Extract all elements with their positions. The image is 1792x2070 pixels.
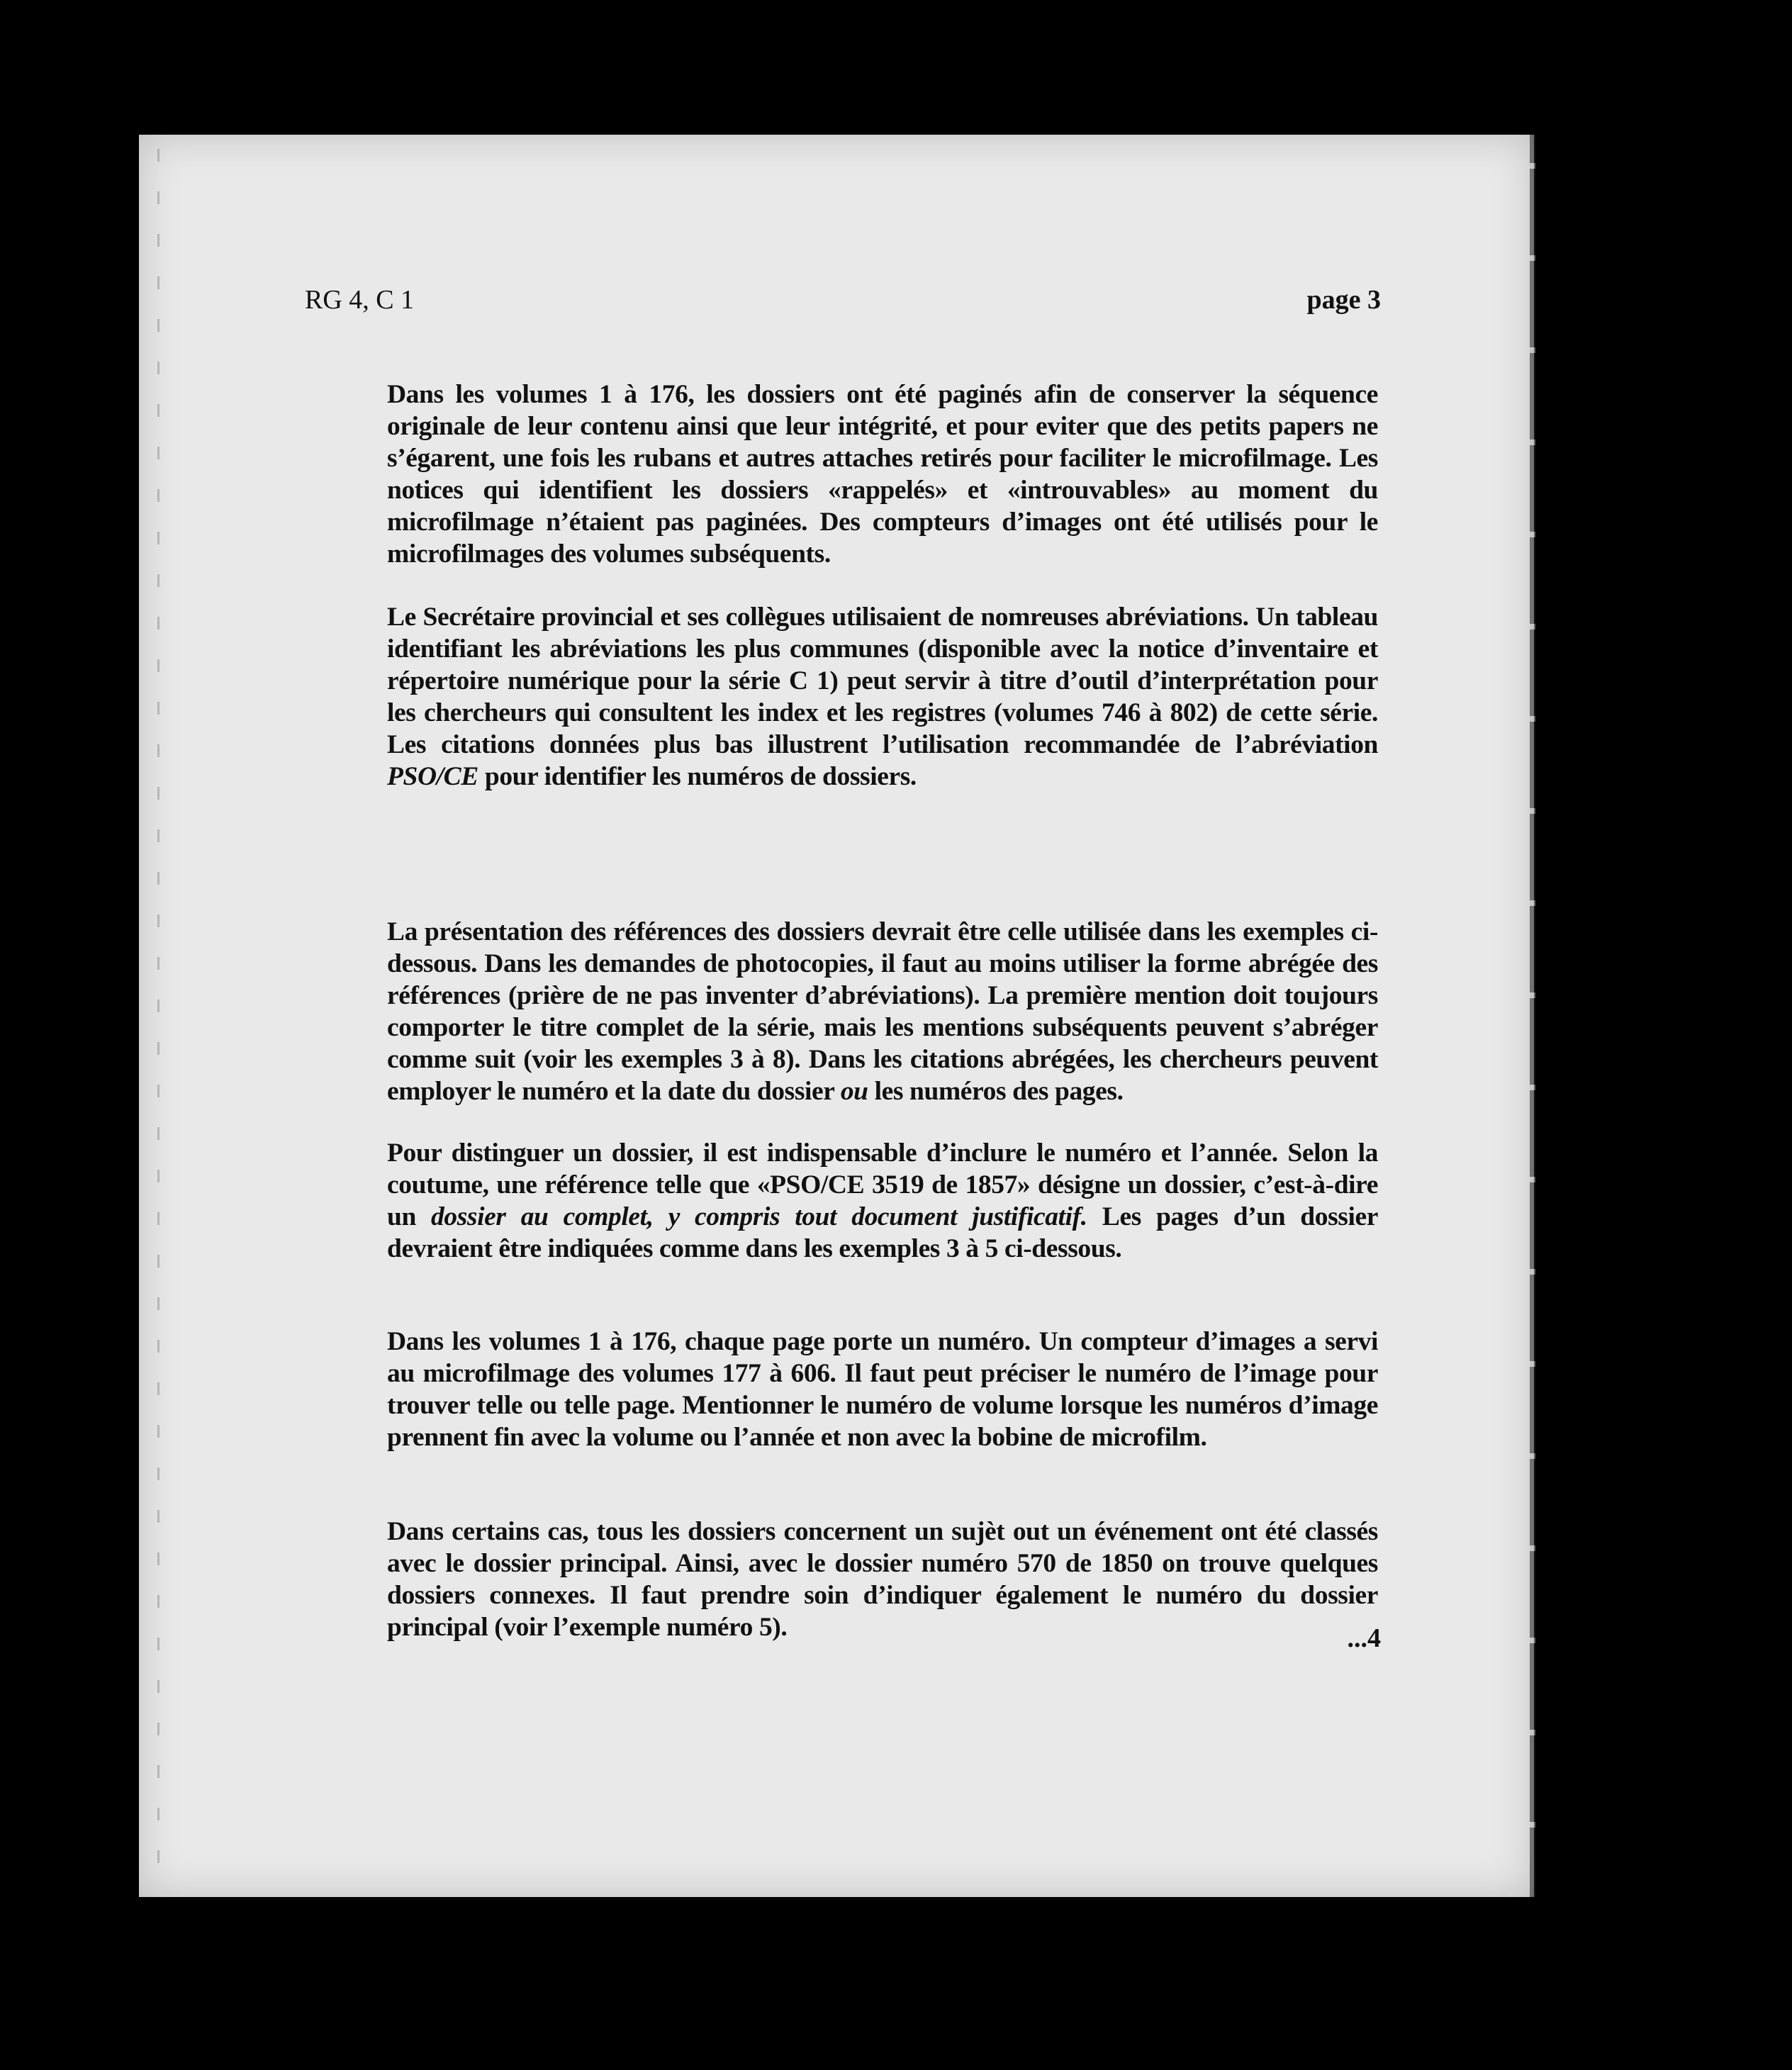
paragraph-abbreviations	[387, 601, 1378, 793]
continuation-marker: ...4	[1347, 1623, 1381, 1653]
paragraph-references-end: les numéros des pages.	[868, 1077, 1124, 1106]
paragraph-distinguish-text: Pour distinguer un dossier, il est indispensable d’inclure le numéro et l’année. Selon la coutume, une référence telle que «PSO/CE 3519 de 1857» désigne un dossier, c’est-à-dire un	[387, 1138, 1378, 1231]
paragraph-references-text: La présentation des références des dossiers devrait être celle utilisée dans les exemples ci-dessous. Dans les demandes de photocopies, il faut au moins utiliser la forme abrégée des références (prière de ne pas inventer d’abréviations). La première mention doit toujours comporter le titre complet de la série, mais les mentions subséquents peuvent s’abréger comme suit (voir les exemples 3 à 8). Dans les citations abrégées, les chercheurs peuvent employer le numéro et la date du dossier	[387, 917, 1378, 1106]
paragraph-abbreviations-text: Le Secrétaire provincial et ses collègues utilisaient de nomreuses abréviations. Un tableau identifiant les abréviations les plus communes (disponible avec la notice d’inventaire et répertoire numérique pour la série C 1) peut servir à titre d’outil d’interprétation pour les chercheurs qui consultent les index et les registres (volumes 746 à 802) de cette série. Les citations données plus bas illustrent l’utilisation recommandée de l’abréviation	[387, 603, 1378, 759]
page-number: page 3	[1306, 285, 1381, 315]
paragraph-distinguish-dossier	[387, 1137, 1378, 1265]
paragraph-distinguish-end: Les pages d’un dossier devraient être indiquées comme dans les exemples 3 à 5 ci-dessous.	[387, 1202, 1379, 1263]
emphasis-ou: ou	[840, 1077, 868, 1106]
paragraph-page-numbers: Dans les volumes 1 à 176, chaque page porte un numéro. Un compteur d’images a servi au microfilmage des volumes 177 à 606. Il faut peut préciser le numéro de l’image pour trouver telle ou telle page. Mentionner le numéro de volume lorsque les numéros d’image prennent fin avec la volume ou l’année et non avec la bobine de microfilm.	[387, 1327, 1378, 1452]
abbreviation-term: PSO/CE	[387, 762, 478, 791]
series-reference: RG 4, C 1	[305, 285, 415, 315]
document-page	[139, 135, 1534, 1897]
emphasis-complete-dossier: dossier au complet, y compris tout document justificatif.	[431, 1202, 1087, 1231]
paragraph-references	[387, 916, 1378, 1107]
paragraph-abbreviations-end: pour identifier les numéros de dossiers.	[478, 762, 917, 791]
paragraph-related-dossiers: Dans certains cas, tous les dossiers concernent un sujèt out un événement ont été classés avec le dossier principal. Ainsi, avec le dossier numéro 570 de 1850 on trouve quelques dossiers connexes. Il faut prendre soin d’indiquer également le numéro du dossier principal (voir l’exemple numéro 5).	[387, 1517, 1378, 1642]
paragraph-pagination: Dans les volumes 1 à 176, les dossiers ont été paginés afin de conserver la séquence originale de leur contenu ainsi que leur intégrité, et pour eviter que des petits papers ne s’égarent, une fois les rubans et autres attaches retirés pour faciliter le microfilmage. Les notices qui identifient les dossiers «rappelés» et «introuvables» au moment du microfilmage n’étaient pas paginées. Des compteurs d’images ont été utilisés pour le microfilmages des volumes subséquents.	[387, 380, 1378, 569]
